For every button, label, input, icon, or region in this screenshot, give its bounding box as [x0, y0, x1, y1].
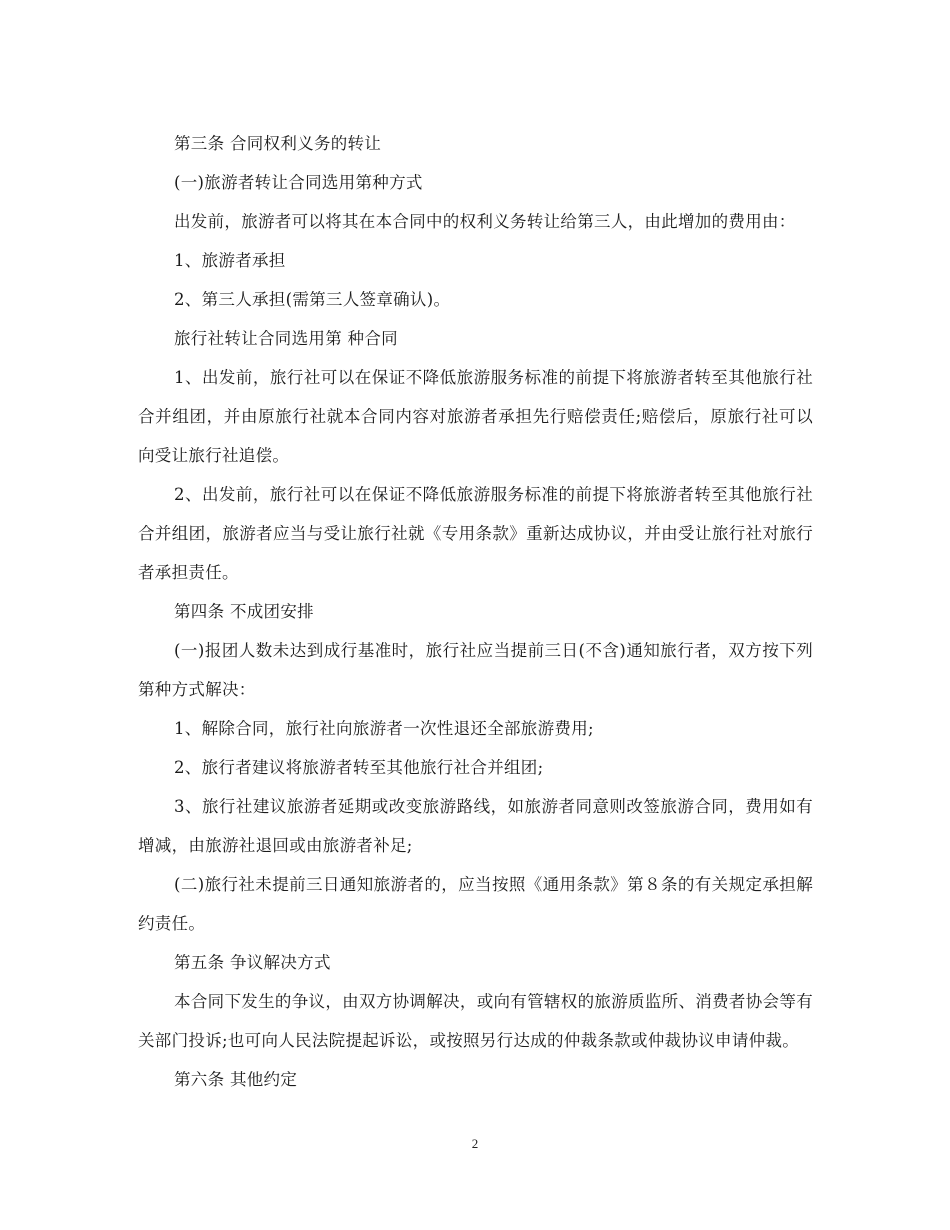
- list-item: 3、旅行社建议旅游者延期或改变旅游路线，如旅游者同意则改签旅游合同，费用如有增减，由旅游社退回或由旅游者补足;: [138, 797, 813, 855]
- paragraph: 本合同下发生的争议，由双方协调解决，或向有管辖权的旅游质监所、消费者协会等有关部门投诉;也可向人民法院提起诉讼，或按照另行达成的仲裁条款或仲裁协议申请仲裁。: [138, 992, 813, 1050]
- paragraph: (二)旅行社未提前三日通知旅游者的，应当按照《通用条款》第８条的有关规定承担解约责任。: [138, 875, 813, 933]
- section-heading-article-3: 第三条 合同权利义务的转让: [174, 134, 382, 153]
- section-heading-article-6: 第六条 其他约定: [174, 1070, 298, 1089]
- page-number: 2: [471, 1136, 479, 1151]
- section-heading-article-4: 第四条 不成团安排: [174, 602, 314, 621]
- document-body: [138, 124, 813, 1099]
- paragraph: 旅行社转让合同选用第 种合同: [174, 329, 398, 348]
- list-item: 1、解除合同，旅行社向旅游者一次性退还全部旅游费用;: [174, 719, 594, 738]
- section-heading-article-5: 第五条 争议解决方式: [174, 953, 331, 972]
- paragraph: 出发前，旅游者可以将其在本合同中的权利义务转让给第三人，由此增加的费用由：: [174, 212, 796, 231]
- list-item: 2、第三人承担(需第三人签章确认)。: [174, 290, 451, 309]
- paragraph: (一)旅游者转让合同选用第种方式: [174, 173, 423, 192]
- list-item: 2、旅行者建议将旅游者转至其他旅行社合并组团;: [174, 758, 544, 777]
- list-item: 2、出发前，旅行社可以在保证不降低旅游服务标准的前提下将旅游者转至其他旅行社合并组团，旅游者应当与受让旅行社就《专用条款》重新达成协议，并由受让旅行社对旅行者承担责任。: [138, 485, 813, 582]
- list-item: 1、旅游者承担: [174, 251, 286, 270]
- paragraph: (一)报团人数未达到成行基准时，旅行社应当提前三日(不含)通知旅行者，双方按下列第种方式解决：: [138, 641, 813, 699]
- list-item: 1、出发前，旅行社可以在保证不降低旅游服务标准的前提下将旅游者转至其他旅行社合并组团，并由原旅行社就本合同内容对旅游者承担先行赔偿责任;赔偿后，原旅行社可以向受让旅行社追偿。: [138, 368, 813, 465]
